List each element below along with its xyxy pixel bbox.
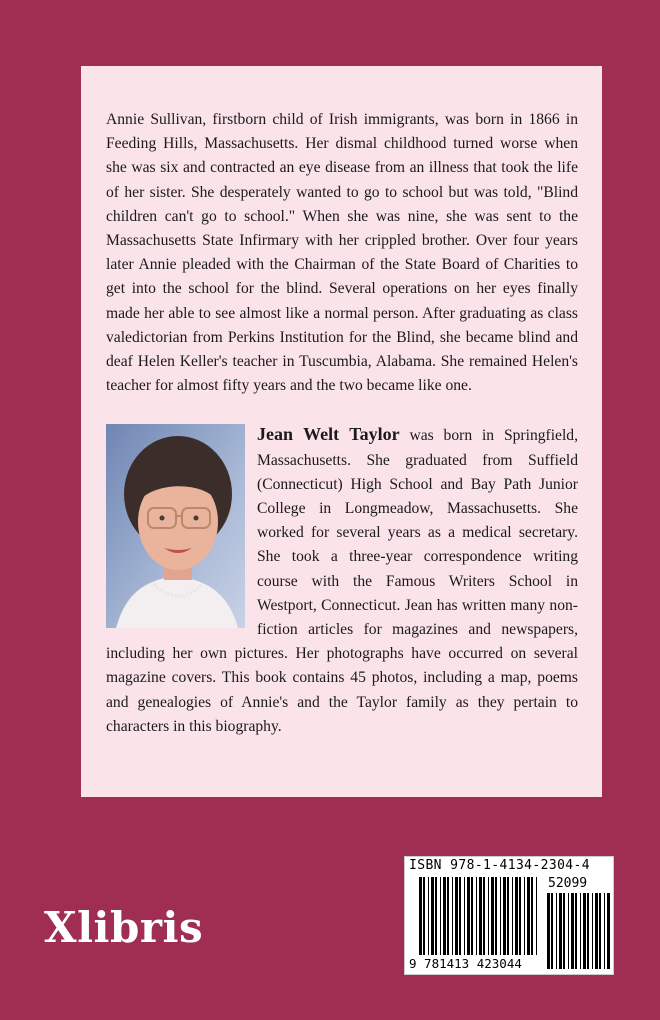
author-block xyxy=(106,422,578,739)
isbn-label: ISBN 978-1-4134-2304-4 xyxy=(409,858,590,873)
isbn-barcode xyxy=(404,856,614,975)
author-photo xyxy=(106,424,245,628)
author-name: Jean Welt Taylor xyxy=(257,424,400,445)
author-portrait-image xyxy=(106,424,245,628)
price-code: 52099 xyxy=(548,876,588,891)
publisher-logo: Xlibris xyxy=(44,903,204,952)
back-cover-panel xyxy=(81,66,602,797)
barcode-digits: 9 781413 423044 xyxy=(409,956,522,971)
book-synopsis: Annie Sullivan, firstborn child of Irish immigrants, was born in 1866 in Feeding Hills, Massachusetts. Her dismal childhood turned worse when she was six and contracted an eye disease from an illness that took the life of her sister. She desperately wanted to go to school but was told, "Blind children can't go to school." When she was nine, she was sent to the Massachusetts State Infirmary with her crippled brother. Over four years later Annie pleaded with the Chairman of the State Board of Charities to get into the school for the blind. Several operations on her eyes finally made her able to see almost like a normal person. After graduating as class valedictorian from Perkins Institution for the Blind, she became blind and deaf Helen Keller's teacher in Tuscumbia, Alabama. She remained Helen's teacher for almost fifty years and the two became like one. xyxy=(106,111,578,395)
author-bio-text: was born in Springfield, Massachusetts. She graduated from Suffield (Connecticut) High School and Bay Path Junior College in Longmeadow, Massachusetts. She worked for several years as a medical secretary. She took a three-year correspondence writing course with the Famous Writers School in Westport, Connecticut. Jean has written many non-fiction articles for magazines and newspapers, including her own pictures. Her photographs have occurred on several magazine covers. This book contains 45 photos, including a map, poems and genealogies of Annie's and the Taylor family as they pertain to characters in this biography. xyxy=(106,427,579,735)
